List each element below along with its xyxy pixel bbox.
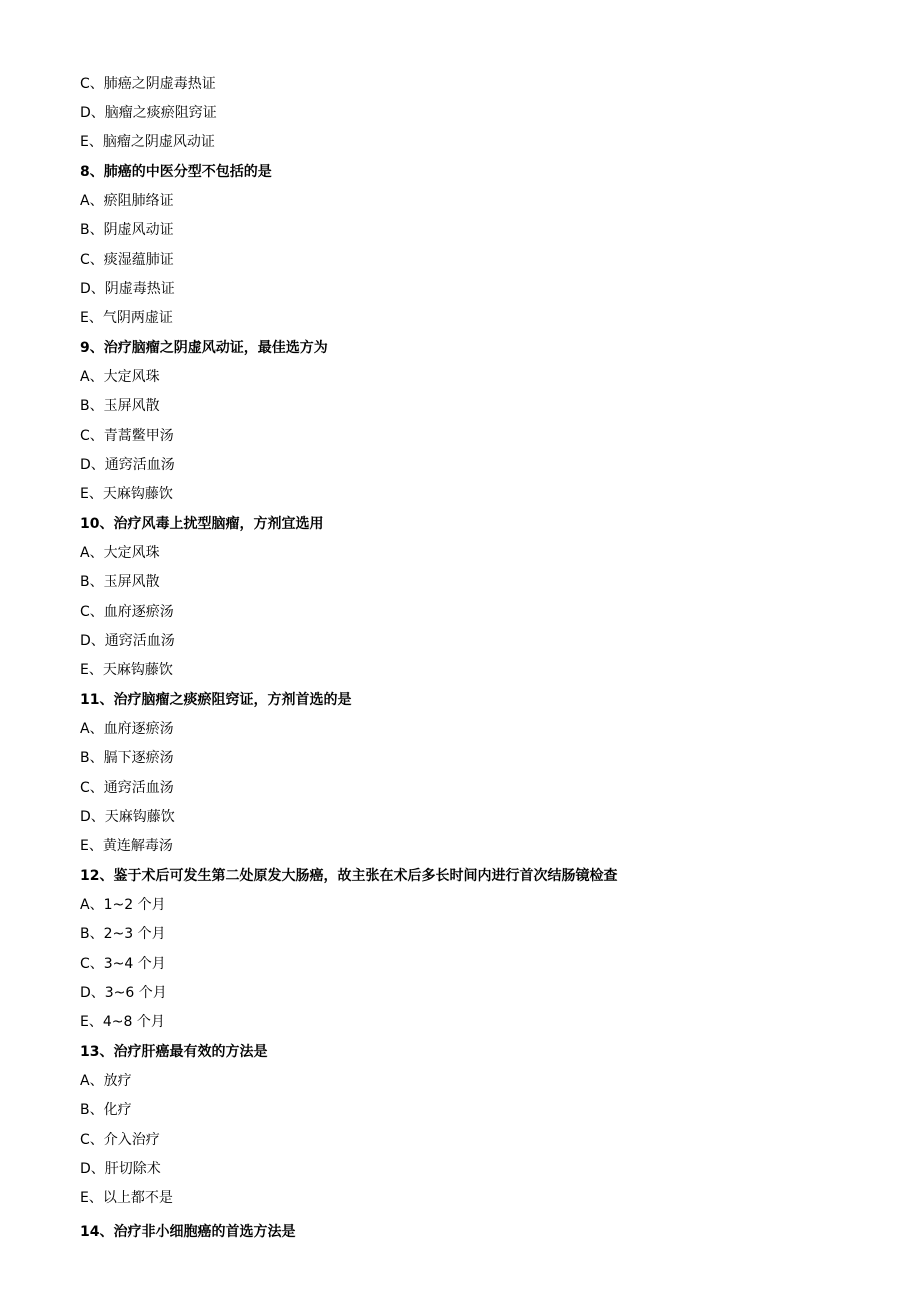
option-line: A、瘀阻肺络证 bbox=[80, 193, 174, 209]
option-line: B、2~3 个月 bbox=[80, 926, 166, 942]
option-line: E、脑瘤之阴虚风动证 bbox=[80, 134, 215, 150]
option-line: E、以上都不是 bbox=[80, 1190, 173, 1206]
option-line: C、血府逐瘀汤 bbox=[80, 604, 174, 620]
option-line: C、青蒿鳖甲汤 bbox=[80, 428, 174, 444]
option-line: D、肝切除术 bbox=[80, 1161, 161, 1177]
option-line: D、通窍活血汤 bbox=[80, 457, 175, 473]
option-line: A、1~2 个月 bbox=[80, 897, 166, 913]
option-line: C、痰湿蕴肺证 bbox=[80, 252, 174, 268]
option-line: C、通窍活血汤 bbox=[80, 780, 174, 796]
question-line: 8、肺癌的中医分型不包括的是 bbox=[80, 164, 272, 180]
option-line: E、天麻钩藤饮 bbox=[80, 486, 173, 502]
option-line: D、3~6 个月 bbox=[80, 985, 167, 1001]
option-line: C、介入治疗 bbox=[80, 1132, 160, 1148]
question-line: 13、治疗肝癌最有效的方法是 bbox=[80, 1044, 268, 1060]
option-line: C、3~4 个月 bbox=[80, 956, 166, 972]
option-line: E、天麻钩藤饮 bbox=[80, 662, 173, 678]
option-line: A、大定风珠 bbox=[80, 369, 160, 385]
option-line: B、玉屏风散 bbox=[80, 398, 160, 414]
question-line: 12、鉴于术后可发生第二处原发大肠癌，故主张在术后多长时间内进行首次结肠镜检查 bbox=[80, 868, 618, 884]
option-line: B、玉屏风散 bbox=[80, 574, 160, 590]
option-line: A、放疗 bbox=[80, 1073, 132, 1089]
option-line: E、4~8 个月 bbox=[80, 1014, 165, 1030]
question-line: 10、治疗风毒上扰型脑瘤，方剂宜选用 bbox=[80, 516, 324, 532]
option-line: B、阴虚风动证 bbox=[80, 222, 174, 238]
option-line: D、阴虚毒热证 bbox=[80, 281, 175, 297]
option-line: A、血府逐瘀汤 bbox=[80, 721, 174, 737]
option-line: B、膈下逐瘀汤 bbox=[80, 750, 174, 766]
question-line: 11、治疗脑瘤之痰瘀阻窍证，方剂首选的是 bbox=[80, 692, 352, 708]
option-line: D、通窍活血汤 bbox=[80, 633, 175, 649]
option-line: E、气阴两虚证 bbox=[80, 310, 173, 326]
option-line: A、大定风珠 bbox=[80, 545, 160, 561]
option-line: D、天麻钩藤饮 bbox=[80, 809, 175, 825]
question-line: 9、治疗脑瘤之阴虚风动证，最佳选方为 bbox=[80, 340, 328, 356]
option-line: C、肺癌之阴虚毒热证 bbox=[80, 76, 216, 92]
option-line: D、脑瘤之痰瘀阻窍证 bbox=[80, 105, 217, 121]
option-line: B、化疗 bbox=[80, 1102, 132, 1118]
question-line: 14、治疗非小细胞癌的首选方法是 bbox=[80, 1224, 296, 1240]
option-line: E、黄连解毒汤 bbox=[80, 838, 173, 854]
